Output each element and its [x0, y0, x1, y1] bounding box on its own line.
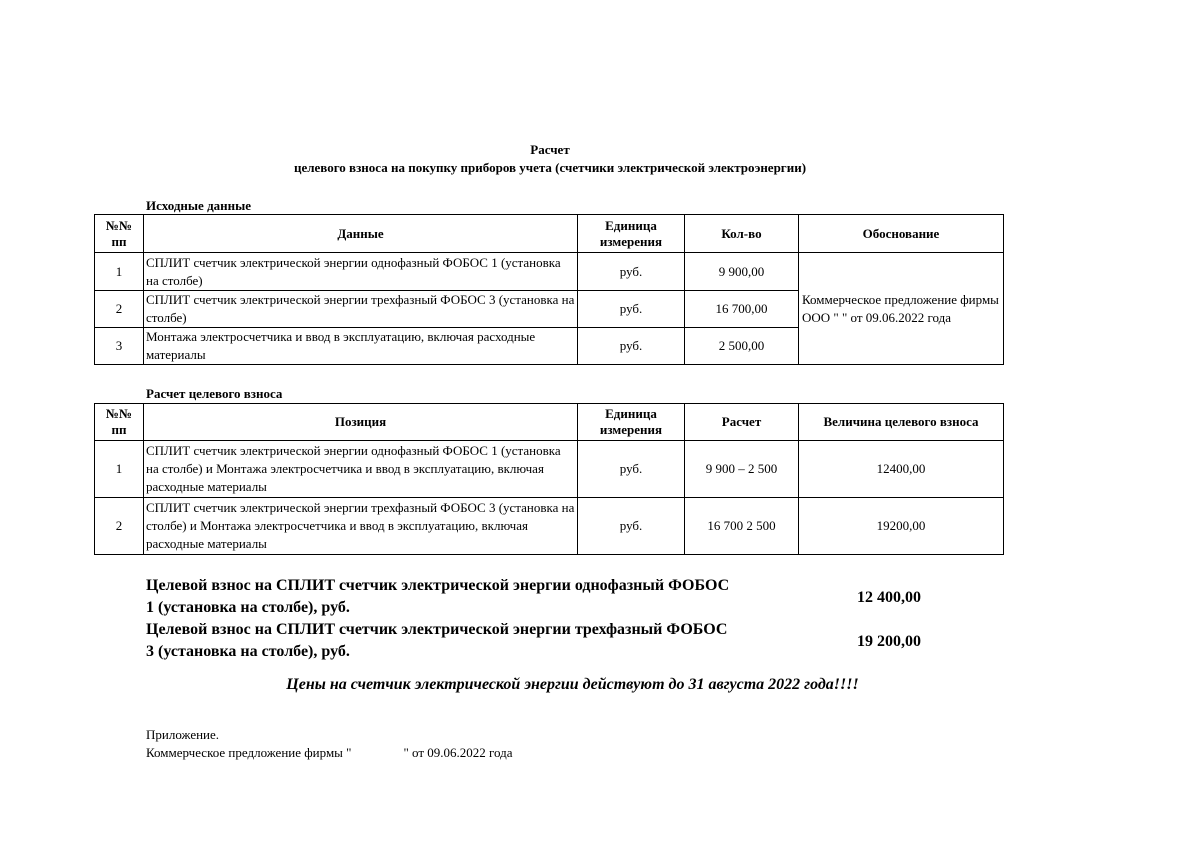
row-value: 19200,00: [799, 498, 1004, 555]
table-row: [95, 441, 1004, 498]
table-row: [95, 498, 1004, 555]
row-number: 3: [95, 328, 144, 365]
col-header-unit: Единица измерения: [578, 404, 685, 441]
row-number: 2: [95, 498, 144, 555]
row-data: СПЛИТ счетчик электрической энергии однофазный ФОБОС 1 (установка на столбе): [144, 253, 578, 291]
row-qty: 9 900,00: [685, 253, 799, 291]
table-header-row: [95, 404, 1004, 441]
summary-line-1b: 1 (установка на столбе), руб.: [146, 599, 350, 616]
col-header-number: №№ пп: [95, 215, 144, 253]
appendix-label: Приложение.: [146, 727, 220, 742]
row-unit: руб.: [578, 441, 685, 498]
row-number: 1: [95, 441, 144, 498]
section-title-calculation: Расчет целевого взноса: [146, 386, 283, 401]
section-title-source-data: Исходные данные: [146, 198, 252, 213]
row-data: Монтажа электросчетчика и ввод в эксплуатацию, включая расходные материалы: [144, 328, 578, 365]
basis-cell: Коммерческое предложение фирмы ООО " " от 09.06.2022 года: [799, 253, 1004, 365]
row-calc: 9 900 – 2 500: [685, 441, 799, 498]
row-position: СПЛИТ счетчик электрической энергии трехфазный ФОБОС 3 (установка на столбе) и Монтажа электросчетчика и ввод в эксплуатацию, включая расходные материалы: [144, 498, 578, 555]
row-unit: руб.: [578, 291, 685, 328]
calculation-table: [94, 403, 1004, 555]
col-header-basis: Обоснование: [799, 215, 1004, 253]
col-header-unit: Единица измерения: [578, 215, 685, 253]
row-number: 2: [95, 291, 144, 328]
row-position: СПЛИТ счетчик электрической энергии однофазный ФОБОС 1 (установка на столбе) и Монтажа электросчетчика и ввод в эксплуатацию, включая расходные материалы: [144, 441, 578, 498]
row-unit: руб.: [578, 328, 685, 365]
row-number: 1: [95, 253, 144, 291]
doc-title: Расчет: [530, 142, 570, 157]
row-unit: руб.: [578, 498, 685, 555]
summary-value-2: 19 200,00: [857, 633, 921, 650]
summary-value-1: 12 400,00: [857, 589, 921, 606]
price-validity-notice: Цены на счетчик электрической энергии действуют до 31 августа 2022 года!!!!: [286, 676, 859, 693]
row-unit: руб.: [578, 253, 685, 291]
row-data: СПЛИТ счетчик электрической энергии трехфазный ФОБОС 3 (установка на столбе): [144, 291, 578, 328]
col-header-position: Позиция: [144, 404, 578, 441]
col-header-qty: Кол-во: [685, 215, 799, 253]
row-qty: 16 700,00: [685, 291, 799, 328]
table-row: [95, 253, 1004, 291]
source-data-table: [94, 214, 1004, 365]
row-value: 12400,00: [799, 441, 1004, 498]
appendix-text: Коммерческое предложение фирмы " " от 09.06.2022 года: [146, 745, 513, 760]
doc-subtitle: целевого взноса на покупку приборов учета (счетчики электрической электроэнергии): [293, 160, 807, 175]
row-calc: 16 700 2 500: [685, 498, 799, 555]
col-header-number: №№ пп: [95, 404, 144, 441]
row-qty: 2 500,00: [685, 328, 799, 365]
table-header-row: [95, 215, 1004, 253]
summary-line-2: Целевой взнос на СПЛИТ счетчик электрической энергии трехфазный ФОБОС: [146, 621, 728, 638]
col-header-value: Величина целевого взноса: [799, 404, 1004, 441]
summary-line-2b: 3 (установка на столбе), руб.: [146, 643, 350, 660]
summary-line-1: Целевой взнос на СПЛИТ счетчик электрической энергии однофазный ФОБОС: [146, 577, 730, 594]
col-header-data: Данные: [144, 215, 578, 253]
col-header-calc: Расчет: [685, 404, 799, 441]
